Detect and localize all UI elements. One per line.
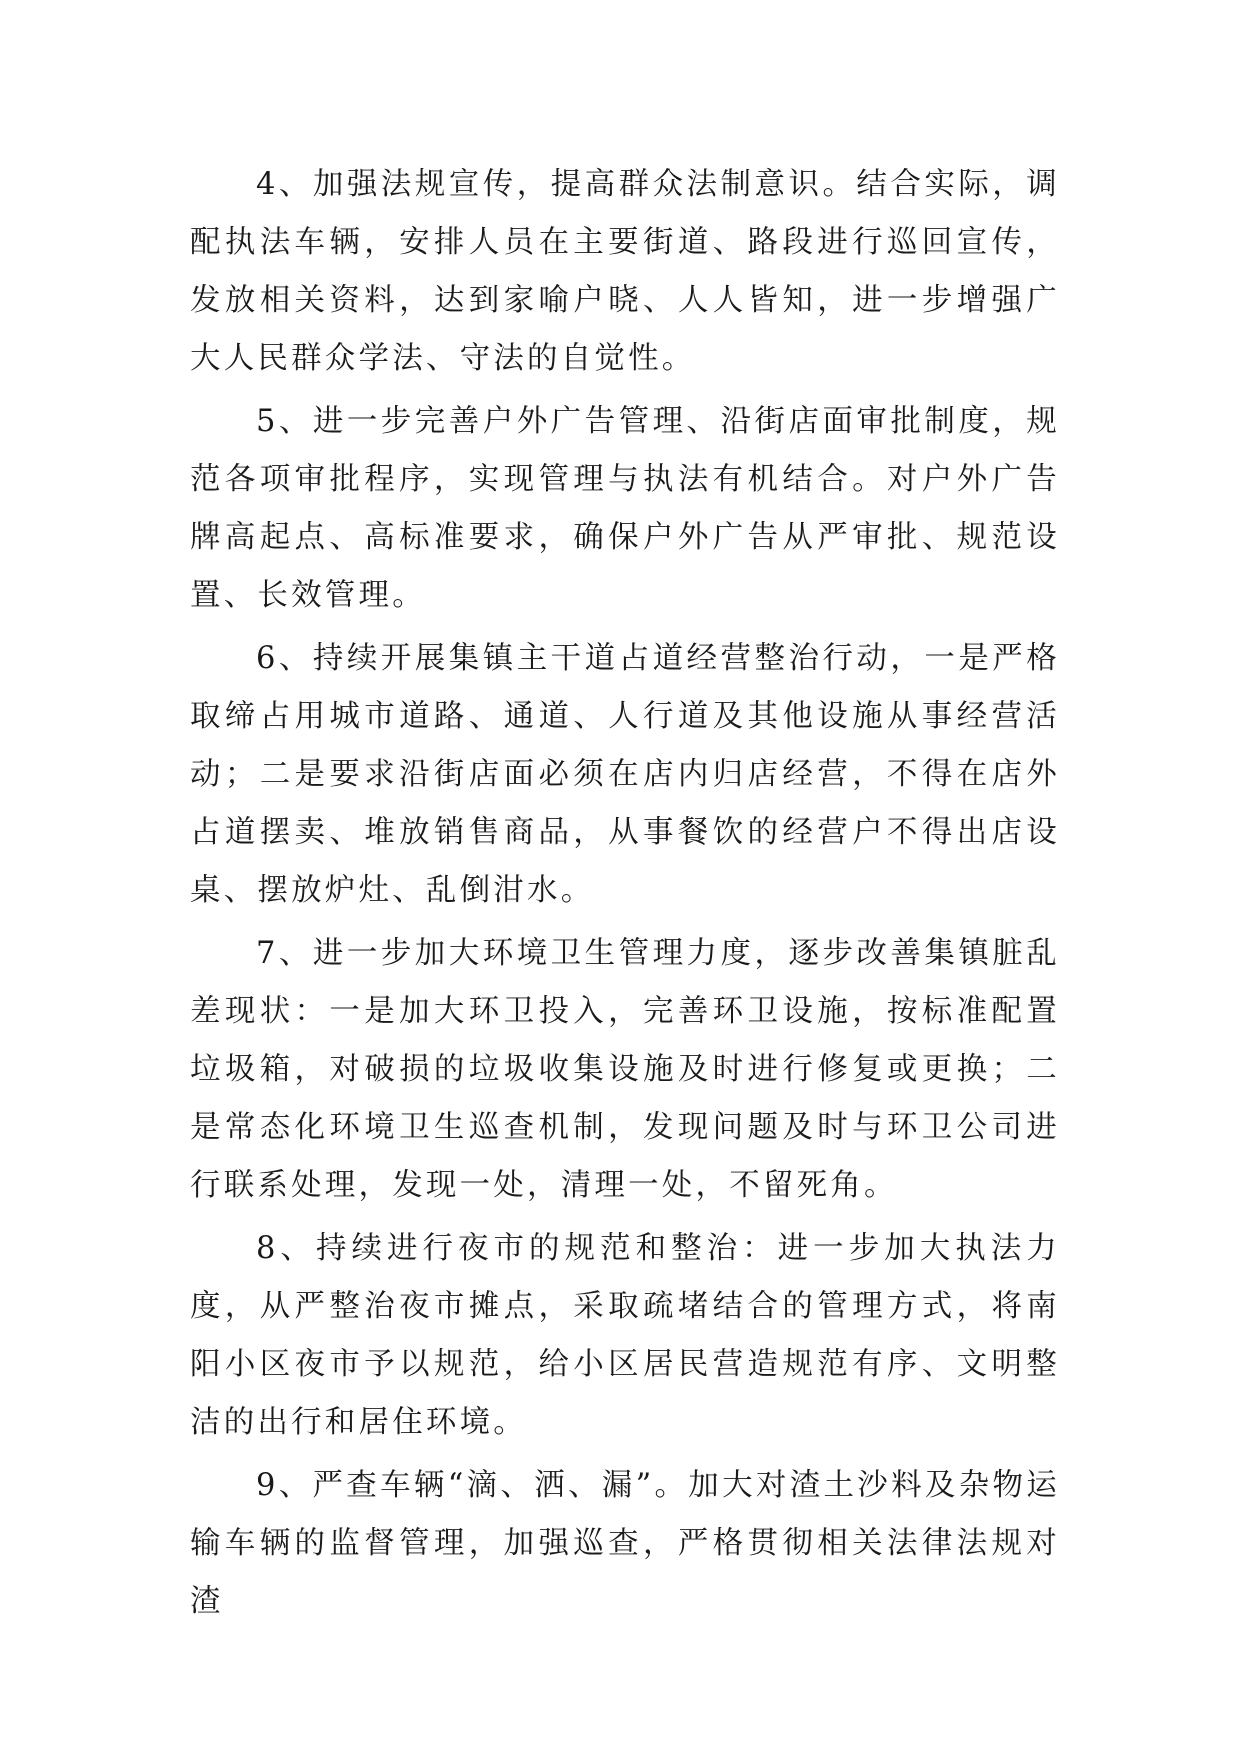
paragraph-item-8: 8、持续进行夜市的规范和整治：进一步加大执法力度，从严整治夜市摊点，采取疏堵结合的管理方式，将南阳小区夜市予以规范，给小区居民营造规范有序、文明整洁的出行和居住环境。 [190,1231,1060,1440]
paragraph-item-6: 6、持续开展集镇主干道占道经营整治行动，一是严格取缔占用城市道路、通道、人行道及其他设施从事经营活动；二是要求沿街店面必须在店内归店经营，不得在店外占道摆卖、堆放销售商品，从事餐饮的经营户不得出店设桌、摆放炉灶、乱倒泔水。 [190,641,1060,908]
paragraph-item-5: 5、进一步完善户外广告管理、沿街店面审批制度，规范各项审批程序，实现管理与执法有机结合。对户外广告牌高起点、高标准要求，确保户外广告从严审批、规范设置、长效管理。 [190,404,1060,613]
paragraph-item-7: 7、进一步加大环境卫生管理力度，逐步改善集镇脏乱差现状：一是加大环卫投入，完善环卫设施，按标准配置垃圾箱，对破损的垃圾收集设施及时进行修复或更换；二是常态化环境卫生巡查机制，发现问题及时与环卫公司进行联系处理，发现一处，清理一处，不留死角。 [190,936,1060,1203]
document-body [190,156,1060,1636]
paragraph-item-4: 4、加强法规宣传，提高群众法制意识。结合实际，调配执法车辆，安排人员在主要街道、路段进行巡回宣传，发放相关资料，达到家喻户晓、人人皆知，进一步增强广大人民群众学法、守法的自觉性。 [190,167,1060,376]
paragraph-item-9: 9、严查车辆“滴、洒、漏”。加大对渣土沙料及杂物运输车辆的监督管理，加强巡查，严格贯彻相关法律法规对渣 [190,1468,1060,1619]
